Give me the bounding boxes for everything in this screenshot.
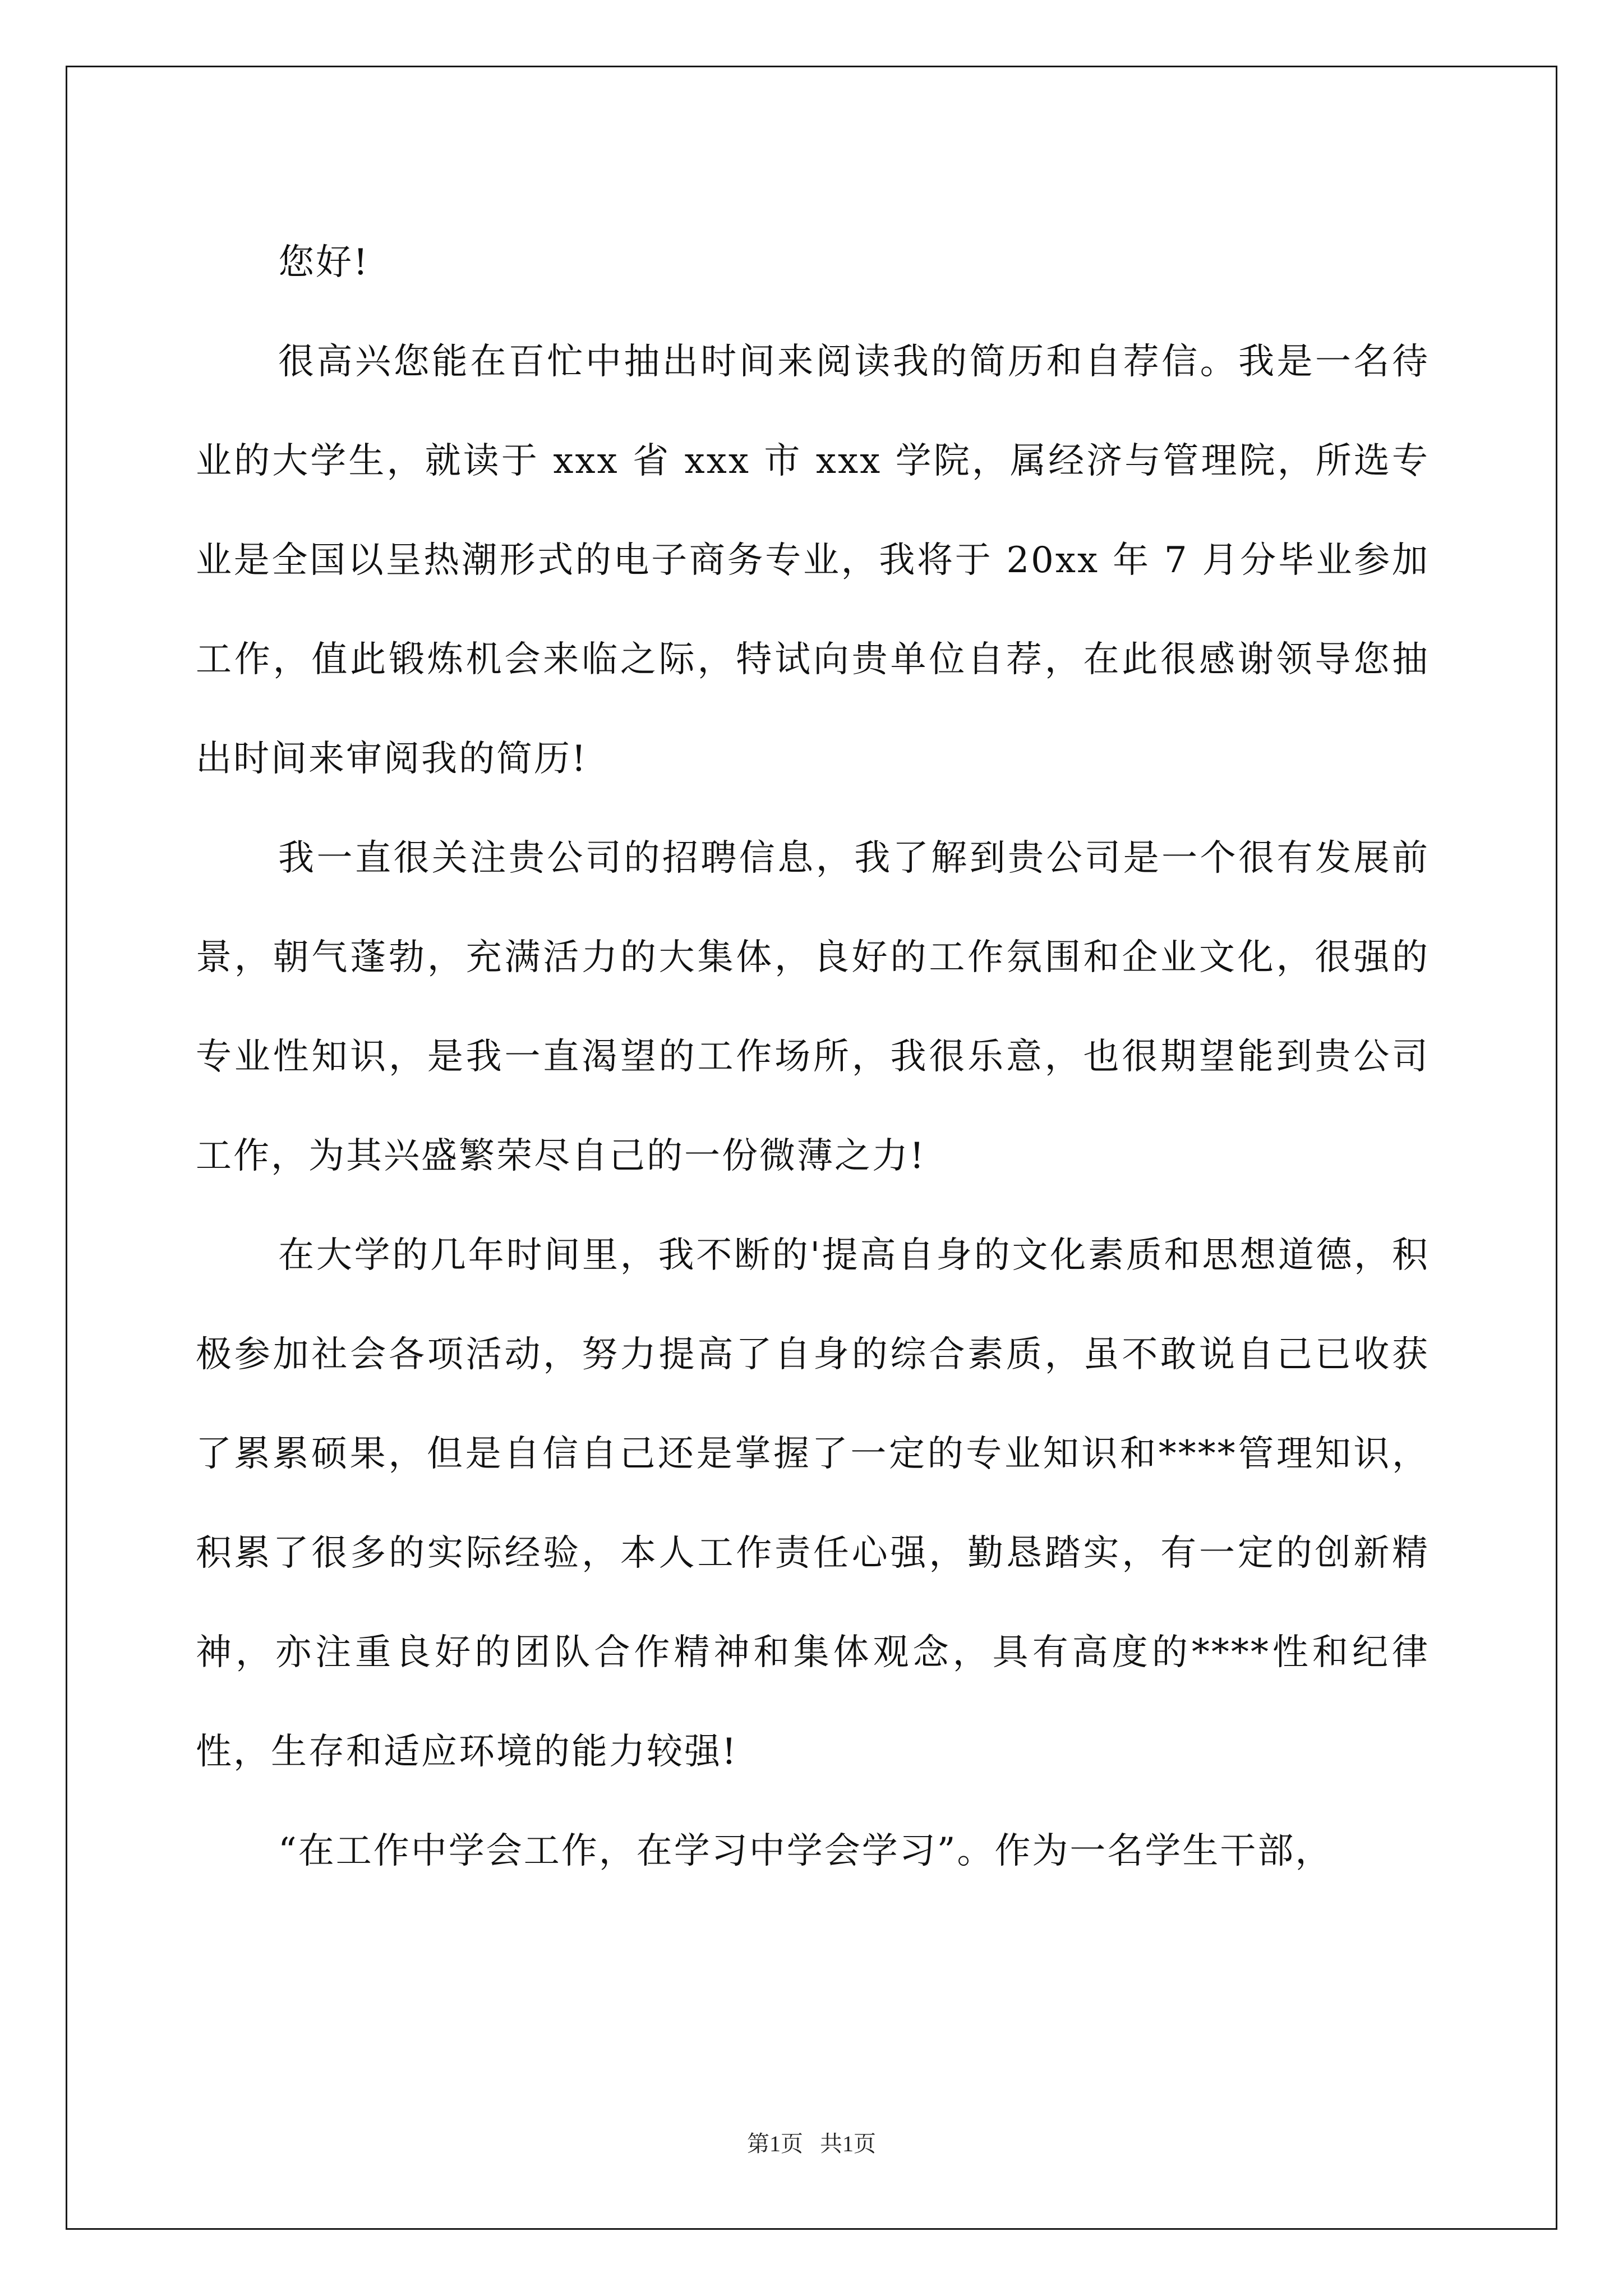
letter-body <box>196 213 1430 1901</box>
letter-paragraph-4: “在工作中学会工作，在学习中学会学习”。作为一名学生干部， <box>278 1830 1333 1872</box>
page-footer <box>0 2126 1623 2158</box>
page-number-total: 共1页 <box>820 2131 876 2156</box>
letter-paragraph-2: 我一直很关注贵公司的招聘信息，我了解到贵公司是一个很有发展前景，朝气蓬勃，充满活力的大集体，良好的工作氛围和企业文化，很强的专业性知识，是我一直渴望的工作场所，我很乐意，也很期望能到贵公司工作，为其兴盛繁荣尽自己的一份微薄之力! <box>196 838 1430 1177</box>
letter-paragraph-3: 在大学的几年时间里，我不断的'提高自身的文化素质和思想道德，积极参加社会各项活动，努力提高了自身的综合素质，虽不敢说自己已收获了累累硕果，但是自信自己还是掌握了一定的专业知识和****管理知识，积累了很多的实际经验，本人工作责任心强，勤恳踏实，有一定的创新精神，亦注重良好的团队合作精神和集体观念，具有高度的****性和纪律性，生存和适应环境的能力较强! <box>196 1235 1430 1773</box>
letter-paragraph-1: 很高兴您能在百忙中抽出时间来阅读我的简历和自荐信。我是一名待业的大学生，就读于 xxx 省 xxx 市 xxx 学院，属经济与管理院，所选专业是全国以呈热潮形式的电子商务专业，我将于 20xx 年 7 月分毕业参加工作，值此锻炼机会来临之际，特试向贵单位自荐，在此很感谢领导您抽出时间来审阅我的简历! <box>196 341 1430 780</box>
letter-greeting: 您好! <box>278 242 370 283</box>
page-number-current: 第1页 <box>747 2131 803 2156</box>
